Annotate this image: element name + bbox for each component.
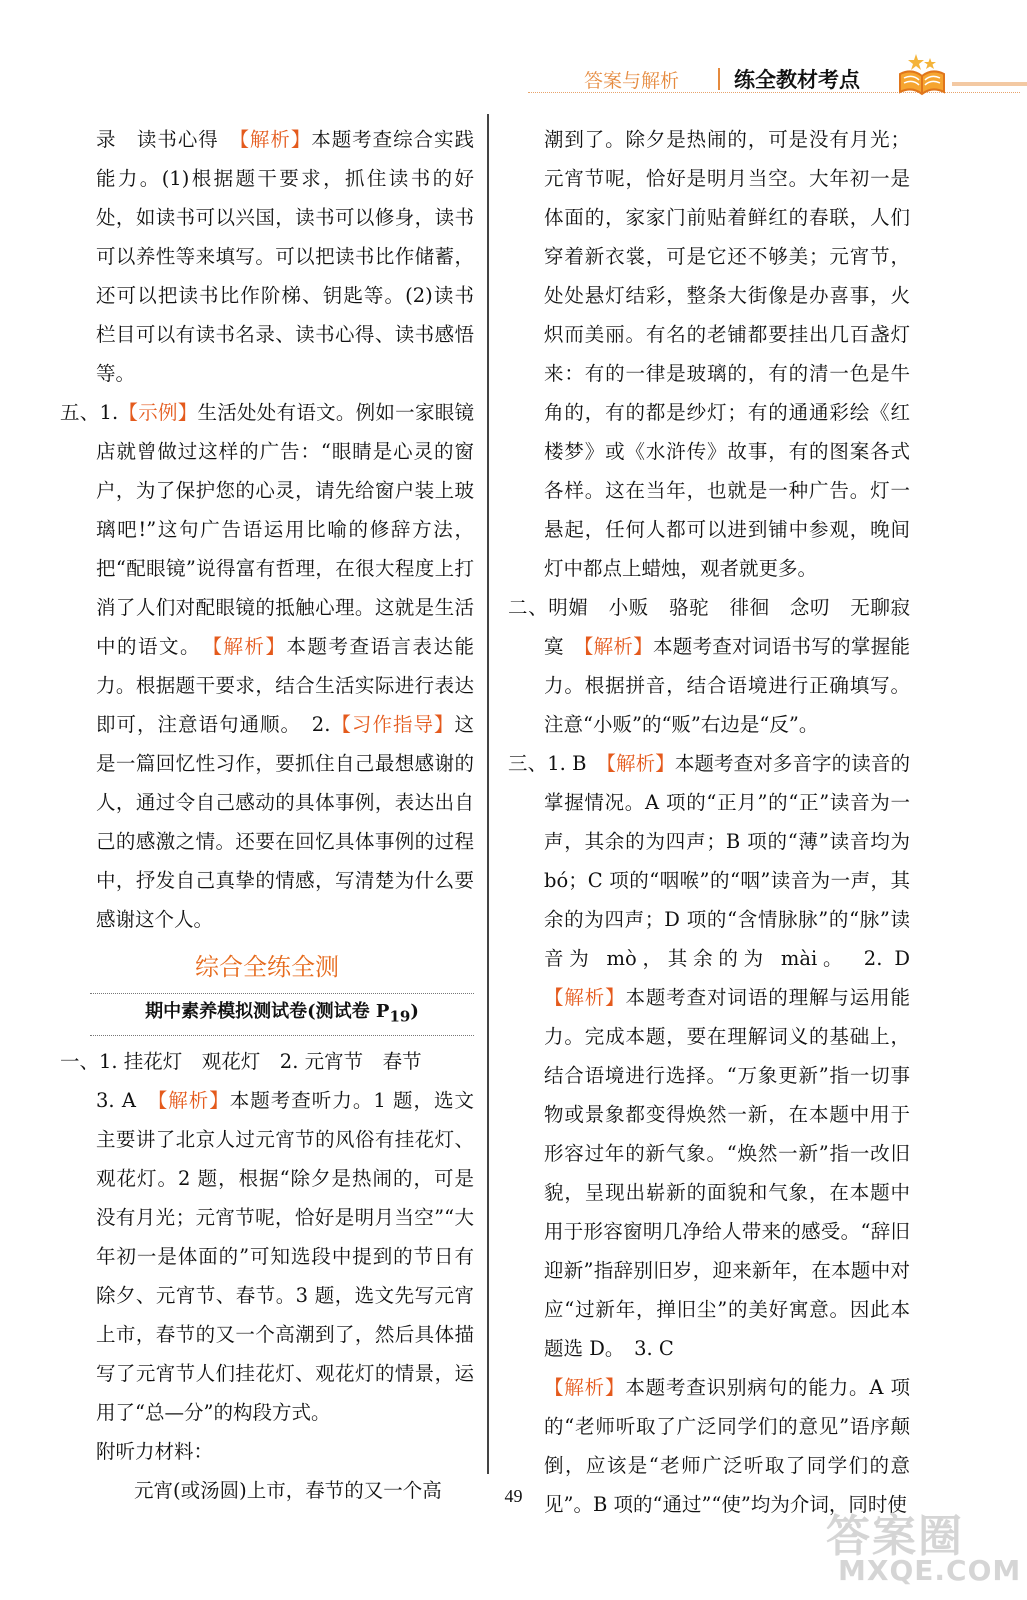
watermark-line2: MXQE.COM (838, 1554, 1022, 1587)
answer-1-3 (60, 1081, 474, 1432)
listening-text: 元宵(或汤圆)上市，春节的又一个高 (134, 1478, 442, 1502)
watermark-logo (820, 1500, 1020, 1596)
page-header (520, 52, 1020, 102)
section-title: 综合全练全测 (195, 953, 339, 981)
analysis-text: 本题考查对词语的理解与运用能力。完成本题，要在理解词义的基础上，结合语境进行选择。“万象更新”指一切事物或景象都变得焕然一新，在本题中用于形容过年的新气象。“焕然一新”指一改旧貌，呈现出崭新的面貌和气象，在本题中用于形容窗明几净给人带来的感受。“辞旧迎新”指辞别旧岁，迎来新年，在本题中对应“过新年，掸旧尘”的美好寓意。因此本题选 D。 3. C (544, 986, 910, 1360)
listening-text-continued: 潮到了。除夕是热闹的，可是没有月光；元宵节呢，恰好是明月当空。大年初一是体面的，家家门前贴着鲜红的春联，人们穿着新衣裳，可是它还不够美；元宵节，处处悬灯结彩，整条大街像是办喜事，火炽而美丽。有名的老铺都要挂出几百盏灯来：有的一律是玻璃的，有的清一色是牛角的，有的都是纱灯；有的通通彩绘《红楼梦》或《水浒传》故事，有的图案各式各样。这在当年，也就是一种广告。灯一悬起，任何人都可以进到铺中参观，晚间灯中都点上蜡烛，观者就更多。 (544, 128, 910, 580)
writing-guide-text: 这是一篇回忆性习作，要抓住自己最想感谢的人，通过令自己感动的具体事例，表达出自己的感激之情。还要在回忆具体事例的过程中，抒发自己真挚的情感，写清楚为什么要感谢这个人。 (96, 713, 474, 931)
analysis-text: 本题考查对词语书写的掌握能力。根据拼音，结合语境进行正确填写。注意“小贩”的“贩”右边是“反”。 (544, 635, 910, 736)
header-title: 练全教材考点 (734, 68, 860, 92)
analysis-tag: 【解析】 (212, 635, 287, 658)
subtitle-page: 19 (389, 1007, 411, 1026)
answer-section-2 (508, 588, 910, 744)
analysis-tag: 【解析】 (544, 1376, 626, 1399)
analysis-text: 本题考查识别病句的能力。A 项的“老师听取了广泛同学们的意见”语序颠倒，应该是“老师广泛听取了同学们的意见”。B 项的“通过”“使”均为介词，同时使 (544, 1376, 910, 1516)
writing-guide-tag-b: 导】 (413, 713, 455, 736)
example-tag: 【示例】 (118, 401, 198, 424)
answer-text: 三、1. B (508, 752, 607, 775)
book-icon (892, 52, 952, 100)
analysis-tag: 【解析】 (583, 635, 654, 658)
answer-line: 一、1. 挂花灯 观花灯 2. 元宵节 春节 (60, 1049, 422, 1073)
answer-text: 3. A (96, 1088, 158, 1112)
header-subtitle: 答案与解析 (584, 70, 680, 92)
right-column (508, 120, 930, 1524)
analysis-text: 本题考查语言表达能力。根据题干要求，结合生活实际进行表达即可，注意语句通顺。 2. (96, 635, 474, 736)
subtitle-close: ) (410, 1001, 419, 1022)
answer-section-5 (60, 393, 474, 939)
left-column (60, 120, 474, 1510)
analysis-text: 本题考查综合实践能力。(1)根据题干要求，抓住读书的好处，如读书可以兴国，读书可以修身，读书可以养性等来填写。可以把读书比作储蓄，还可以把读书比作阶梯、钥匙等。(2)读书栏目可以有读书名录、读书心得、读书感悟等。 (96, 128, 474, 385)
answer-section-3 (508, 744, 930, 1368)
header-separator (718, 68, 720, 90)
answer-reading-column (60, 120, 474, 393)
header-stripe (952, 82, 1027, 86)
test-subtitle (90, 993, 474, 1036)
answer-text: 二、明媚 小贩 骆驼 徘徊 念叨 无聊寂寞 (508, 596, 910, 658)
page-number: 49 (504, 1486, 523, 1506)
analysis-tag: 【解析】 (606, 752, 675, 775)
analysis-text: 本题考查听力。1 题，选文主要讲了北京人过元宵节的风俗有挂花灯、观花灯。2 题，根据“除夕是热闹的，可是没有月光；元宵节呢，恰好是明月当空”“大年初一是体面的”可知选段中提到的节日有除夕、元宵节、春节。3 题，选文先写元宵上市，春节的又一个高潮到了，然后具体描写了元宵节人们挂花灯、观花灯的情景，运用了“总—分”的构段方式。 (96, 1088, 474, 1424)
answer-text: 录 读书心得 (96, 128, 240, 151)
listening-label: 附听力材料： (96, 1439, 214, 1463)
analysis-text: 本题考查对多音字的读音的掌握情况。A 项的“正月”的“正”读音为一声，其余的为四声；B 项的“薄”读音均为 bó；C 项的“咽喉”的“咽”读音为一声，其余的为四声；D 项的“含情脉脉”的“脉”读音为 mò，其余的为 mài。 2. D (544, 752, 930, 970)
column-divider (487, 114, 489, 1474)
analysis-tag: 【解析】 (239, 128, 312, 151)
answer-section-1 (60, 1042, 474, 1081)
analysis-tag: 【解析】 (157, 1088, 230, 1112)
example-text: 生活处处有语文。例如一家眼镜店就曾做过这样的广告：“眼睛是心灵的窗户，为了保护您的心灵，请先给窗户装上玻璃吧!”这句广告语运用比喻的修辞方法，把“配眼镜”说得富有哲理，在很大程度上打消了人们对配眼镜的抵触心理。这就是生活中的语文。 (96, 401, 474, 658)
writing-guide-tag-a: 【习作指 (330, 713, 414, 736)
watermark-line1: 答案圈 (826, 1511, 964, 1562)
question-number: 五、1. (60, 401, 119, 424)
subtitle-text: 期中素养模拟测试卷(测试卷 P (145, 1001, 390, 1022)
analysis-tag: 【解析】 (544, 986, 626, 1009)
